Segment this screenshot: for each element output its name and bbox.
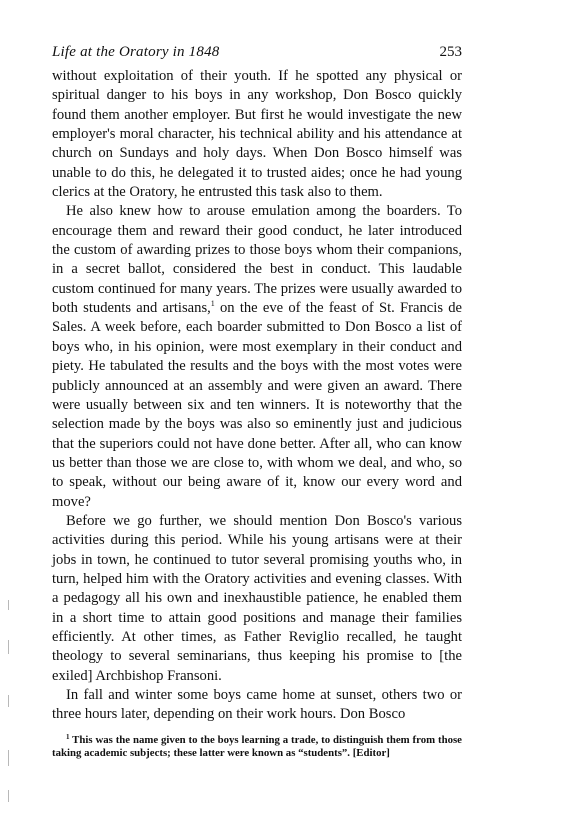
running-head	[52, 44, 462, 64]
body-text	[52, 67, 462, 725]
footnote-marker: 1	[66, 732, 70, 741]
paragraph-2-text-after-note: on the eve of the feast of St. Francis de Sales. A week before, each boarder submitted to Don Bosco a list of boys who, in his opinion, were most exemplary in their conduct and piety. He tabulated the results and the boys with the most votes were publicly announced at an assembly and were given an award. There were usually between six and ten winners. It is noteworthy that the selection made by the boys was also so eminently just and judicious that the superiors could not have done better. After all, who can know us better than those we are close to, with whom we deal, and who, so to speak, without our being aware of it, know our every word and move?	[52, 300, 463, 510]
page-number: 253	[439, 44, 462, 60]
paragraph-1: without exploitation of their youth. If he spotted any physical or spiritual danger to his boys in any workshop, Don Bosco quickly found them another employer. But first he would investigate the new employer's moral character, his technical ability and his attendance at church on Sundays and holy days. When Don Bosco himself was unable to do this, he delegated it to trusted aides; once he had young clerics at the Oratory, he entrusted this task also to them.	[52, 68, 462, 201]
paragraph-4: In fall and winter some boys came home at sunset, others two or three hours later, depending on their work hours. Don Bosco	[52, 687, 462, 723]
paragraph-2	[52, 202, 462, 512]
paragraph-3: Before we go further, we should mention Don Bosco's various activities during this period. While his young artisans were at their jobs in town, he continued to tutor several promising youths who, in turn, helped him with the Oratory activities and evening classes. With a pedagogy all his own and inexhaustible patience, he enabled them in a short time to attain good positions and manage their families efficiently. At other times, as Father Reviglio recalled, he taught theology to several seminarians, thus keeping his promise to [the exiled] Archbishop Fransoni.	[52, 512, 462, 684]
paragraph-2-text-before-note: He also knew how to arouse emulation among the boarders. To encourage them and reward their good conduct, he later introduced the custom of awarding prizes to those boys whom their companions, in a secret ballot, considered the best in conduct. This laudable custom continued for many years. The prizes were usually awarded to both students and artisans,	[52, 203, 462, 317]
book-page	[52, 44, 462, 760]
footnote-text: This was the name given to the boys learning a trade, to distinguish them from those taking academic subjects; these latter were known as “students”. [Editor]	[52, 733, 462, 759]
running-title: Life at the Oratory in 1848	[52, 44, 220, 60]
gutter-scan-marks	[8, 600, 12, 810]
footnote	[52, 734, 462, 760]
footnote-reference: 1	[210, 299, 215, 309]
